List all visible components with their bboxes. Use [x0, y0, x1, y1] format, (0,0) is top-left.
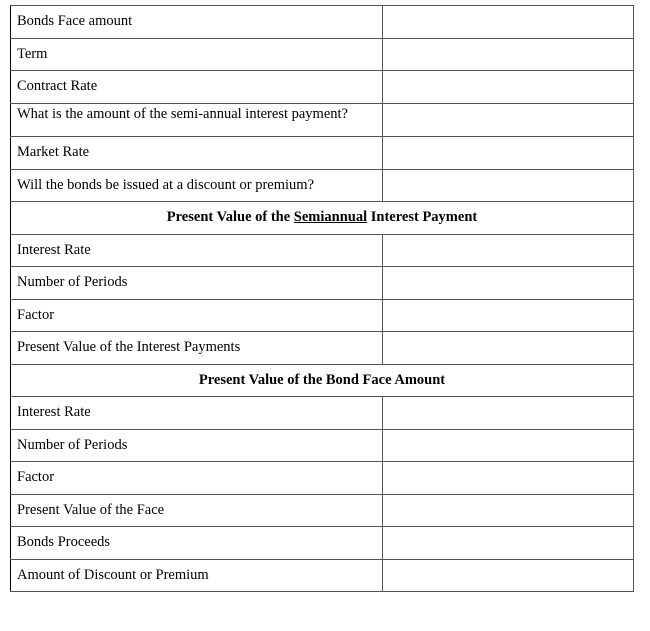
- section-header-semiannual-interest: [11, 202, 634, 235]
- row-label: [11, 332, 383, 365]
- answer-cell[interactable]: [383, 267, 634, 300]
- bond-worksheet-table: [10, 5, 634, 592]
- row-label: [11, 559, 383, 592]
- table-row: [11, 169, 634, 202]
- table-row: [11, 234, 634, 267]
- answer-cell[interactable]: [383, 103, 634, 137]
- answer-cell[interactable]: [383, 234, 634, 267]
- table-row: [11, 103, 634, 137]
- row-label: [11, 169, 383, 202]
- row-label-text: Present Value of the Interest Payments: [17, 339, 241, 356]
- header-underlined-text: Semiannual: [293, 209, 368, 226]
- section-header-row: [11, 364, 634, 397]
- row-label: [11, 527, 383, 560]
- table-row: [11, 559, 634, 592]
- table-row: [11, 38, 634, 71]
- row-label-text: Bonds Face amount: [17, 13, 133, 30]
- answer-cell[interactable]: [383, 299, 634, 332]
- row-label-text: Number of Periods: [17, 274, 128, 291]
- row-label: [11, 71, 383, 104]
- row-label: [11, 494, 383, 527]
- table-row: [11, 494, 634, 527]
- row-label-text: Market Rate: [17, 144, 90, 161]
- answer-cell[interactable]: [383, 527, 634, 560]
- row-label: [11, 103, 383, 137]
- table-row: [11, 397, 634, 430]
- row-label: [11, 38, 383, 71]
- row-label: [11, 299, 383, 332]
- table-row: [11, 137, 634, 170]
- row-label-text: Amount of Discount or Premium: [17, 566, 209, 583]
- answer-cell[interactable]: [383, 494, 634, 527]
- answer-cell[interactable]: [383, 169, 634, 202]
- header-text: Present Value of the Bond Face Amount: [198, 371, 446, 388]
- row-label: [11, 462, 383, 495]
- row-label-text: Bonds Proceeds: [17, 534, 111, 551]
- row-label: [11, 429, 383, 462]
- table-row: [11, 6, 634, 39]
- section-header-face-amount: [11, 364, 634, 397]
- row-label-text: Interest Rate: [17, 404, 91, 421]
- answer-cell[interactable]: [383, 332, 634, 365]
- answer-cell[interactable]: [383, 137, 634, 170]
- row-label-text: Present Value of the Face: [17, 501, 165, 518]
- table-row: [11, 332, 634, 365]
- answer-cell[interactable]: [383, 462, 634, 495]
- row-label-text: Will the bonds be issued at a discount or premium?: [17, 176, 315, 193]
- table-row: [11, 267, 634, 300]
- row-label-text: Contract Rate: [17, 78, 98, 95]
- table-row: [11, 71, 634, 104]
- answer-cell[interactable]: [383, 71, 634, 104]
- table-row: [11, 299, 634, 332]
- table-row: [11, 527, 634, 560]
- answer-cell[interactable]: [383, 397, 634, 430]
- row-label: [11, 267, 383, 300]
- row-label: [11, 397, 383, 430]
- answer-cell[interactable]: [383, 38, 634, 71]
- row-label: [11, 234, 383, 267]
- answer-cell[interactable]: [383, 429, 634, 462]
- row-label-text: What is the amount of the semi-annual interest payment?: [17, 105, 348, 122]
- header-text: Interest Payment: [367, 209, 478, 226]
- section-header-row: [11, 202, 634, 235]
- row-label-text: Factor: [17, 306, 55, 323]
- answer-cell[interactable]: [383, 6, 634, 39]
- cropped-heading-text: [40, 0, 280, 3]
- row-label: [11, 6, 383, 39]
- header-text: Present Value of the: [166, 209, 294, 226]
- answer-cell[interactable]: [383, 559, 634, 592]
- row-label-text: Interest Rate: [17, 241, 91, 258]
- table-row: [11, 429, 634, 462]
- row-label: [11, 137, 383, 170]
- row-label-text: Factor: [17, 469, 55, 486]
- row-label-text: Term: [17, 45, 48, 62]
- table-row: [11, 462, 634, 495]
- row-label-text: Number of Periods: [17, 436, 128, 453]
